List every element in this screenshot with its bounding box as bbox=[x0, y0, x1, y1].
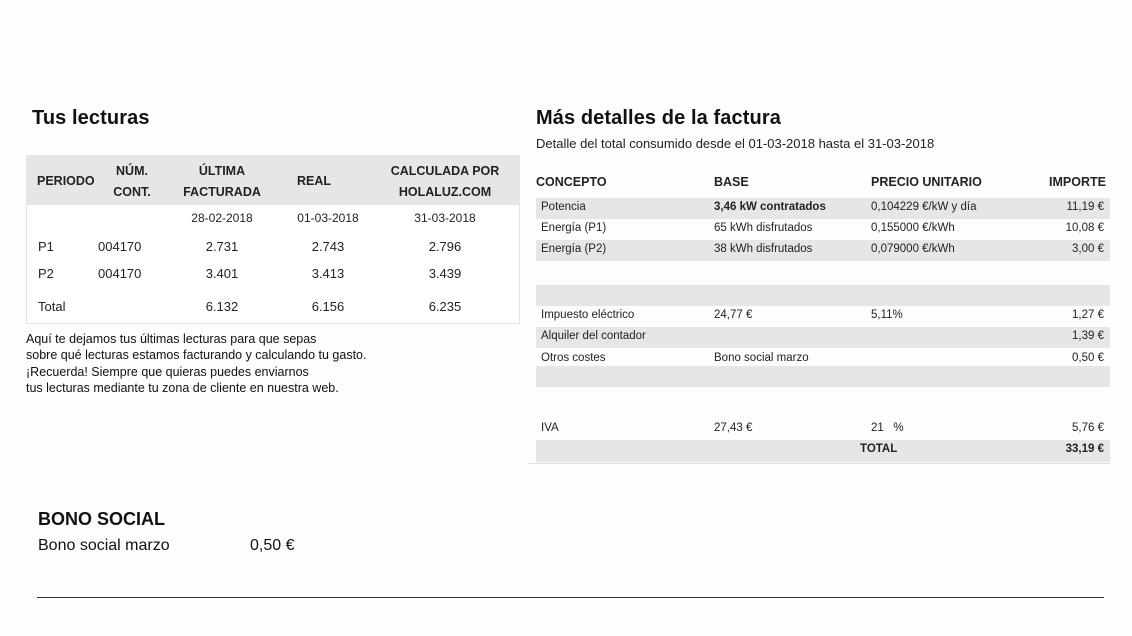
concepto-cell: Impuesto eléctrico bbox=[541, 309, 635, 321]
factura-subtitle: Detalle del total consumido desde el 01-03-2018 hasta el 31-03-2018 bbox=[536, 136, 935, 151]
concepto-cell: Potencia bbox=[541, 201, 586, 213]
precio-cell: 0,079000 €/kWh bbox=[871, 243, 955, 255]
row-p2-calculada: 3.439 bbox=[428, 266, 462, 281]
total-row bbox=[536, 440, 1110, 462]
header-real: REAL bbox=[296, 174, 332, 188]
factura-title: Más detalles de la factura bbox=[536, 107, 781, 129]
lecturas-note bbox=[26, 331, 366, 396]
concepto-cell: Alquiler del contador bbox=[541, 330, 646, 342]
row-p2-periodo: P2 bbox=[38, 266, 54, 281]
precio-cell: 0,155000 €/kWh bbox=[871, 222, 955, 234]
precio-cell: 5,11% bbox=[871, 309, 903, 321]
row-p2-contador: 004170 bbox=[98, 266, 142, 281]
base-cell: 27,43 € bbox=[714, 422, 753, 434]
table-row bbox=[536, 240, 1110, 261]
concepto-cell: Otros costes bbox=[541, 352, 606, 364]
base-cell: 24,77 € bbox=[714, 309, 753, 321]
header-importe: IMPORTE bbox=[1049, 175, 1106, 189]
row-p1-contador: 004170 bbox=[98, 239, 142, 254]
header-base: BASE bbox=[714, 175, 749, 189]
header-calculada: CALCULADA POR HOLALUZ.COM bbox=[390, 164, 500, 199]
row-total-label: Total bbox=[38, 299, 66, 314]
row-p2-ultima: 3.401 bbox=[205, 266, 239, 281]
divider bbox=[37, 597, 1104, 598]
date-real: 01-03-2018 bbox=[297, 211, 359, 225]
row-total-calculada: 6.235 bbox=[428, 299, 462, 314]
lecturas-title: Tus lecturas bbox=[32, 107, 150, 129]
precio-cell: 21 % bbox=[871, 422, 904, 434]
base-cell: Bono social marzo bbox=[714, 352, 809, 364]
table-row bbox=[536, 198, 1110, 219]
bono-social-title: BONO SOCIAL bbox=[38, 509, 166, 529]
table-row bbox=[536, 285, 1110, 306]
row-p1-calculada: 2.796 bbox=[428, 239, 462, 254]
header-num-cont: NÚM. CONT. bbox=[113, 164, 151, 199]
base-cell: 3,46 kW contratados bbox=[714, 201, 826, 213]
note-line: sobre qué lecturas estamos facturando y calculando tu gasto. bbox=[26, 348, 367, 363]
total-label: TOTAL bbox=[860, 443, 898, 455]
importe-cell: 11,19 € bbox=[1066, 201, 1104, 213]
row-p2-real: 3.413 bbox=[311, 266, 345, 281]
total-value: 33,19 € bbox=[1065, 443, 1104, 455]
note-line: Aquí te dejamos tus últimas lecturas para que sepas bbox=[26, 332, 317, 346]
table-row bbox=[536, 262, 1110, 283]
table-row bbox=[536, 366, 1110, 387]
base-cell: 65 kWh disfrutados bbox=[714, 222, 813, 234]
base-cell: 38 kWh disfrutados bbox=[714, 243, 813, 255]
note-line: ¡Recuerda! Siempre que quieras puedes enviarnos bbox=[26, 364, 309, 379]
date-ultima: 28-02-2018 bbox=[191, 211, 253, 225]
bono-social-label: Bono social marzo bbox=[38, 537, 170, 554]
importe-cell: 3,00 € bbox=[1072, 243, 1104, 255]
table-row bbox=[536, 306, 1110, 327]
concepto-cell: Energía (P1) bbox=[541, 222, 607, 234]
header-ultima-facturada: ÚLTIMA FACTURADA bbox=[183, 164, 261, 199]
date-calculada: 31-03-2018 bbox=[414, 211, 476, 225]
row-p1-real: 2.743 bbox=[311, 239, 345, 254]
bono-social-value: 0,50 € bbox=[250, 537, 295, 554]
total-underline bbox=[529, 463, 1110, 464]
table-row bbox=[536, 327, 1110, 348]
importe-cell: 1,39 € bbox=[1072, 330, 1104, 342]
importe-cell: 10,08 € bbox=[1065, 222, 1104, 234]
concepto-cell: IVA bbox=[541, 422, 559, 434]
table-row bbox=[536, 390, 1110, 411]
row-total-ultima: 6.132 bbox=[205, 299, 239, 314]
table-row bbox=[536, 219, 1110, 240]
note-line: tus lecturas mediante tu zona de cliente en nuestra web. bbox=[26, 380, 339, 395]
concepto-cell: Energía (P2) bbox=[541, 243, 607, 255]
importe-cell: 0,50 € bbox=[1072, 352, 1104, 364]
lecturas-table bbox=[26, 155, 520, 324]
row-total-real: 6.156 bbox=[311, 299, 345, 314]
row-p1-periodo: P1 bbox=[38, 239, 54, 254]
header-concepto: CONCEPTO bbox=[536, 175, 607, 189]
table-row bbox=[536, 419, 1110, 440]
precio-cell: 0,104229 €/kW y día bbox=[871, 201, 977, 213]
importe-cell: 1,27 € bbox=[1072, 309, 1104, 321]
importe-cell: 5,76 € bbox=[1072, 422, 1104, 434]
header-precio-unitario: PRECIO UNITARIO bbox=[871, 175, 982, 189]
header-periodo: PERIODO bbox=[37, 174, 95, 188]
row-p1-ultima: 2.731 bbox=[205, 239, 239, 254]
